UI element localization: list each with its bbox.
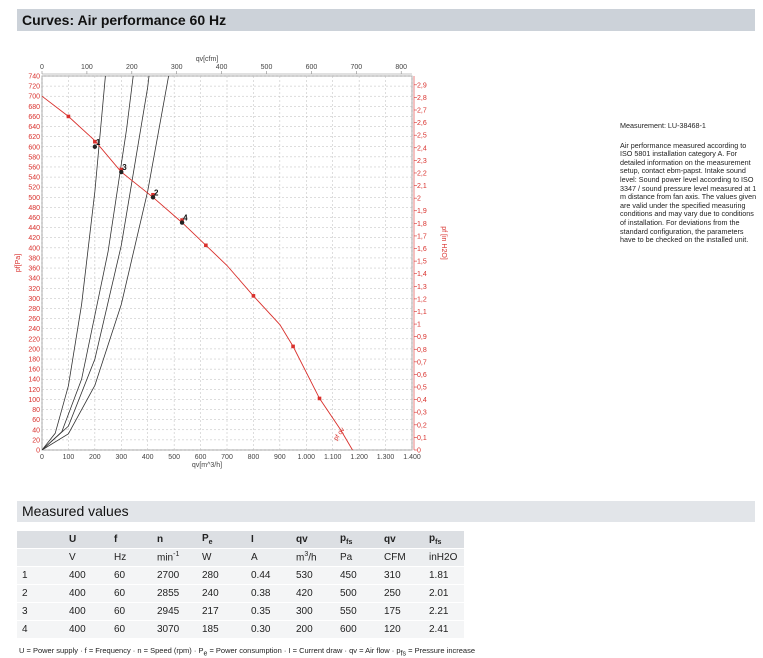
table-cell: qv xyxy=(379,531,424,548)
operating-point-label: 1 xyxy=(95,137,101,147)
page-title: Curves: Air performance 60 Hz xyxy=(22,12,227,28)
y-tick-label: 80 xyxy=(32,407,40,415)
y-right-tick-label: 2,7 xyxy=(417,107,427,115)
x-top-tick-label: 200 xyxy=(125,64,138,71)
y-tick-label: 680 xyxy=(28,103,40,111)
y-tick-label: 300 xyxy=(28,295,40,303)
y-tick-label: 120 xyxy=(28,386,40,394)
table-cell: n xyxy=(152,531,197,548)
table-cell: $m^3/h$ xyxy=(291,549,335,566)
x-tick-label: 0 xyxy=(40,454,44,461)
table-cell: 300 xyxy=(291,603,335,620)
y-right-tick-label: 0,7 xyxy=(417,359,427,367)
table-cell: 240 xyxy=(197,585,246,602)
x-tick-label: 1.200 xyxy=(350,454,368,461)
table-cell: 1.81 xyxy=(424,567,464,584)
y-tick-label: 60 xyxy=(32,417,40,425)
table-cell xyxy=(17,531,64,548)
table-cell: f xyxy=(109,531,152,548)
page-header xyxy=(17,9,755,31)
y-tick-label: 360 xyxy=(28,265,40,273)
table-cell: 175 xyxy=(379,603,424,620)
table-cell: I xyxy=(246,531,291,548)
table-row xyxy=(17,567,464,584)
table-cell: 250 xyxy=(379,585,424,602)
table-cell: inH2O xyxy=(424,549,464,566)
y-tick-label: 580 xyxy=(28,154,40,162)
y-tick-label: 500 xyxy=(28,194,40,202)
y-right-tick-label: 2,1 xyxy=(417,183,427,191)
table-cell: 2855 xyxy=(152,585,197,602)
fan-curve-marker xyxy=(252,294,256,298)
y-tick-label: 220 xyxy=(28,336,40,344)
y-right-tick-label: 0,9 xyxy=(417,334,427,342)
y-right-tick-label: 1 xyxy=(417,321,421,329)
y-tick-label: 140 xyxy=(28,376,40,384)
legend-footnote: U = Power supply · f = Frequency · n = Speed $(rpm) \cdot P_e$ = Power consumption · I = Current draw · qv = Air flow · $p_{fs}$ = Pressure increase xyxy=(19,646,476,658)
y-tick-label: 160 xyxy=(28,366,40,374)
y-tick-label: 480 xyxy=(28,204,40,212)
table-cell: 420 xyxy=(291,585,335,602)
table-cell: 60 xyxy=(109,603,152,620)
table-cell: 530 xyxy=(291,567,335,584)
y-tick-label: 720 xyxy=(28,83,40,91)
y-right-tick-label: 2,4 xyxy=(417,145,427,153)
table-cell: 2.01 xyxy=(424,585,464,602)
y-right-tick-label: 0,4 xyxy=(417,397,427,405)
x-tick-label: 900 xyxy=(274,454,286,461)
operating-point-label: 2 xyxy=(154,188,159,198)
x-top-tick-label: 500 xyxy=(260,64,273,71)
table-cell: V xyxy=(64,549,109,566)
table-cell: $P_e$ xyxy=(197,531,246,548)
x-tick-label: 400 xyxy=(141,454,154,461)
y-axis-label: pf[Pa] xyxy=(15,253,22,273)
table-cell: 60 xyxy=(109,585,152,602)
x-tick-label: 1.300 xyxy=(376,454,395,461)
fan-curve-marker xyxy=(67,115,71,119)
y-tick-label: 540 xyxy=(28,174,40,182)
table-header-row xyxy=(17,531,464,548)
x-tick-label: 1.100 xyxy=(323,454,342,461)
x-tick-label: 800 xyxy=(247,454,260,461)
fan-curve-marker xyxy=(318,397,322,401)
table-cell: 3 xyxy=(17,603,64,620)
table-cell: U xyxy=(64,531,109,548)
y-tick-label: 280 xyxy=(28,305,40,313)
table-cell: 450 xyxy=(335,567,379,584)
table-cell: 280 xyxy=(197,567,246,584)
y-right-tick-label: 2,6 xyxy=(417,120,427,128)
table-cell: Pa xyxy=(335,549,379,566)
y-tick-label: 400 xyxy=(28,245,40,253)
y-tick-label: 340 xyxy=(28,275,40,283)
x-top-tick-label: 700 xyxy=(350,64,363,71)
y-tick-label: 740 xyxy=(28,73,40,81)
measured-values-table xyxy=(17,530,464,639)
y-tick-label: 240 xyxy=(28,326,40,334)
y-tick-label: 0 xyxy=(36,447,40,455)
y-right-tick-label: 2,9 xyxy=(417,82,427,90)
table-cell: Hz xyxy=(109,549,152,566)
curve-label: pf qv xyxy=(332,426,347,443)
table-cell: 400 xyxy=(64,603,109,620)
y-right-tick-label: 0,2 xyxy=(417,422,427,430)
y-tick-label: 180 xyxy=(28,356,40,364)
operating-point-label: 4 xyxy=(183,213,188,223)
y-tick-label: 520 xyxy=(28,184,40,192)
x-top-tick-label: 400 xyxy=(215,64,228,71)
y-right-axis-label: pf [in H2O] xyxy=(440,226,447,260)
table-cell: 0.35 xyxy=(246,603,291,620)
table-row xyxy=(17,603,464,620)
y-tick-label: 200 xyxy=(28,346,40,354)
x-tick-label: 500 xyxy=(168,454,180,461)
y-right-tick-label: 0,1 xyxy=(417,434,427,442)
table-cell: 60 xyxy=(109,621,152,638)
table-cell: 4 xyxy=(17,621,64,638)
y-tick-label: 20 xyxy=(32,437,40,445)
table-cell: A xyxy=(246,549,291,566)
x-top-axis-label: qv[cfm] xyxy=(195,56,219,63)
table-cell: 400 xyxy=(64,585,109,602)
y-tick-label: 700 xyxy=(28,93,40,101)
table-cell: 2700 xyxy=(152,567,197,584)
y-right-tick-label: 0,6 xyxy=(417,371,427,379)
fan-curve-marker xyxy=(204,244,208,248)
y-tick-label: 260 xyxy=(28,316,40,324)
y-right-tick-label: 1,3 xyxy=(417,283,427,291)
x-top-tick-label: 600 xyxy=(305,64,318,71)
table-cell: 2.41 xyxy=(424,621,464,638)
y-right-tick-label: 1,4 xyxy=(417,271,427,279)
table-cell: 400 xyxy=(64,621,109,638)
table-cell: 217 xyxy=(197,603,246,620)
y-tick-label: 320 xyxy=(28,285,40,293)
operating-point-label: 3 xyxy=(122,163,127,173)
y-right-tick-label: 2,2 xyxy=(417,170,427,178)
measured-values-title: Measured values xyxy=(22,503,129,519)
y-tick-label: 380 xyxy=(28,255,40,263)
table-row xyxy=(17,585,464,602)
table-cell: 60 xyxy=(109,567,152,584)
table-cell: qv xyxy=(291,531,335,548)
x-tick-label: 100 xyxy=(62,454,75,461)
air-performance-chart xyxy=(0,40,460,480)
measurement-note xyxy=(620,122,758,245)
table-cell xyxy=(17,549,64,566)
y-right-tick-label: 1,7 xyxy=(417,233,427,241)
y-tick-label: 660 xyxy=(28,113,40,121)
table-cell: 120 xyxy=(379,621,424,638)
table-cell: 550 xyxy=(335,603,379,620)
table-cell: CFM xyxy=(379,549,424,566)
table-cell: 600 xyxy=(335,621,379,638)
y-tick-label: 620 xyxy=(28,134,40,142)
measurement-id: Measurement: LU-38468-1 xyxy=(620,121,706,130)
y-right-tick-label: 0,5 xyxy=(417,384,427,392)
y-tick-label: 40 xyxy=(32,427,40,435)
table-cell: 2945 xyxy=(152,603,197,620)
y-right-tick-label: 1,2 xyxy=(417,296,427,304)
table-cell: 2.21 xyxy=(424,603,464,620)
y-tick-label: 560 xyxy=(28,164,40,172)
table-cell: 500 xyxy=(335,585,379,602)
y-tick-label: 640 xyxy=(28,124,40,132)
fan-curve-marker xyxy=(291,345,295,349)
table-cell: 1 xyxy=(17,567,64,584)
y-tick-label: 600 xyxy=(28,144,40,152)
y-right-tick-label: 2,5 xyxy=(417,132,427,140)
x-top-tick-label: 800 xyxy=(395,64,408,71)
x-tick-label: 300 xyxy=(115,454,128,461)
y-right-tick-label: 1,9 xyxy=(417,208,427,216)
y-right-tick-label: 1,6 xyxy=(417,246,427,254)
x-tick-label: 1.400 xyxy=(403,454,421,461)
y-right-tick-label: 2 xyxy=(417,195,421,203)
x-tick-label: 1.000 xyxy=(297,454,316,461)
x-tick-label: 700 xyxy=(221,454,233,461)
y-tick-label: 440 xyxy=(28,225,40,233)
y-tick-label: 460 xyxy=(28,215,40,223)
table-cell: $p_{fs}$ xyxy=(424,531,464,548)
x-axis-label: qv[m^3/h] xyxy=(191,462,223,469)
table-cell: 0.44 xyxy=(246,567,291,584)
x-tick-label: 600 xyxy=(194,454,207,461)
y-right-tick-label: 0,8 xyxy=(417,346,427,354)
table-unit-row xyxy=(17,549,464,566)
table-cell: 400 xyxy=(64,567,109,584)
table-cell: 0.38 xyxy=(246,585,291,602)
x-top-tick-label: 0 xyxy=(40,64,44,71)
table-cell: 310 xyxy=(379,567,424,584)
y-right-tick-label: 2,3 xyxy=(417,157,427,165)
y-right-tick-label: 0 xyxy=(417,447,421,455)
table-cell: 200 xyxy=(291,621,335,638)
x-tick-label: 200 xyxy=(89,454,101,461)
table-cell: $p_{fs}$ xyxy=(335,531,379,548)
table-cell: $\min^{-1}$ xyxy=(152,549,197,566)
table-row xyxy=(17,621,464,638)
y-right-tick-label: 1,5 xyxy=(417,258,427,266)
table-cell: 2 xyxy=(17,585,64,602)
table-cell: 0.30 xyxy=(246,621,291,638)
measured-values-header xyxy=(17,501,755,522)
table-cell: W xyxy=(197,549,246,566)
table-cell: 185 xyxy=(197,621,246,638)
x-top-tick-label: 300 xyxy=(170,64,183,71)
measurement-description: Air performance measured according to ISO 5801 installation category A. For detailed information on the measurement setup, contact ebm-papst. Intake sound level: Sound power level according to ISO 3347 / sound pressure level measured at 1 m distance from fan axis. The values given are valid under the specified measuring conditions and may vary due to conditions of installation. For deviations from the standard configuration, the parameters have to be checked on the installed unit. xyxy=(620,140,757,245)
table-cell: 3070 xyxy=(152,621,197,638)
y-right-tick-label: 0,3 xyxy=(417,409,427,417)
y-right-tick-label: 2,8 xyxy=(417,94,427,102)
y-tick-label: 420 xyxy=(28,235,40,243)
y-right-tick-label: 1,1 xyxy=(417,308,427,316)
y-right-tick-label: 1,8 xyxy=(417,220,427,228)
y-tick-label: 100 xyxy=(28,396,40,404)
x-top-tick-label: 100 xyxy=(81,64,93,71)
